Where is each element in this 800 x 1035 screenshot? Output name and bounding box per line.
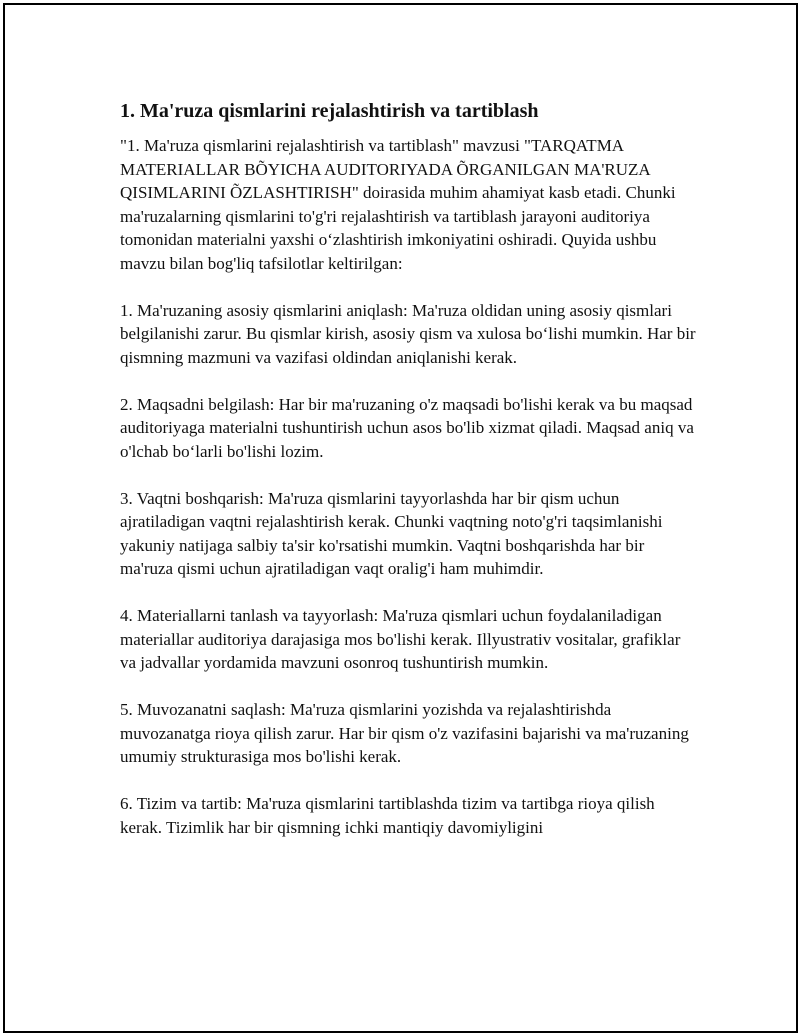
document-body bbox=[120, 98, 700, 839]
point-3-paragraph: 3. Vaqtni boshqarish: Ma'ruza qismlarini tayyorlashda har bir qism uchun ajratiladigan vaqtni rejalashtirish kerak. Chunki vaqtning noto'g'ri taqsimlanishi yakuniy natijaga salbiy ta'sir ko'rsatishi mumkin. Vaqtni boshqarishda har bir ma'ruza qismi uchun ajratiladigan vaqt oralig'i ham muhimdir. bbox=[120, 488, 663, 578]
page-frame bbox=[3, 3, 798, 1033]
point-1-paragraph: 1. Ma'ruzaning asosiy qismlarini aniqlash: Ma'ruza oldidan uning asosiy qismlari belgilanishi zarur. Bu qismlar kirish, asosiy qism va xulosa bo‘lishi mumkin. Har bir qismning mazmuni va vazifasi oldindan aniqlanishi kerak. bbox=[120, 300, 696, 367]
intro-paragraph: "1. Ma'ruza qismlarini rejalashtirish va tartiblash" mavzusi "TARQATMA MATERIALLAR BÕYICHA AUDITORIYADA ÕRGANILGAN MA'RUZA QISIMLARINI ÕZLASHTIRISH" doirasida muhim ahamiyat kasb etadi. Chunki ma'ruzalarning qismlarini to'g'ri rejalashtirish va tartiblash jarayoni auditoriya tomonidan materialni yaxshi o‘zlashtirish imkoniyatini oshiradi. Quyida ushbu mavzu bilan bog'liq tafsilotlar keltirilgan: bbox=[120, 136, 676, 273]
point-5-paragraph: 5. Muvozanatni saqlash: Ma'ruza qismlarini yozishda va rejalashtirishda muvozanatga rioya qilish zarur. Har bir qism o'z vazifasini bajarishi va ma'ruzaning umumiy strukturasiga mos bo'lishi kerak. bbox=[120, 700, 689, 766]
point-6-paragraph: 6. Tizim va tartib: Ma'ruza qismlarini tartiblashda tizim va tartibga rioya qilish kerak. Tizimlik har bir qismning ichki mantiqiy davomiyligini bbox=[120, 794, 655, 837]
document-title: 1. Ma'ruza qismlarini rejalashtirish va tartiblash bbox=[120, 100, 539, 122]
point-2-paragraph: 2. Maqsadni belgilash: Har bir ma'ruzaning o'z maqsadi bo'lishi kerak va bu maqsad auditoriyaga materialni tushuntirish uchun asos bo'lib xizmat qiladi. Maqsad aniq va o'lchab bo‘larli bo'lishi lozim. bbox=[120, 394, 694, 461]
point-4-paragraph: 4. Materiallarni tanlash va tayyorlash: Ma'ruza qismlari uchun foydalaniladigan materiallar auditoriya darajasiga mos bo'lishi kerak. Illyustrativ vositalar, grafiklar va jadvallar yordamida mavzuni osonroq tushuntirish mumkin. bbox=[120, 606, 681, 672]
